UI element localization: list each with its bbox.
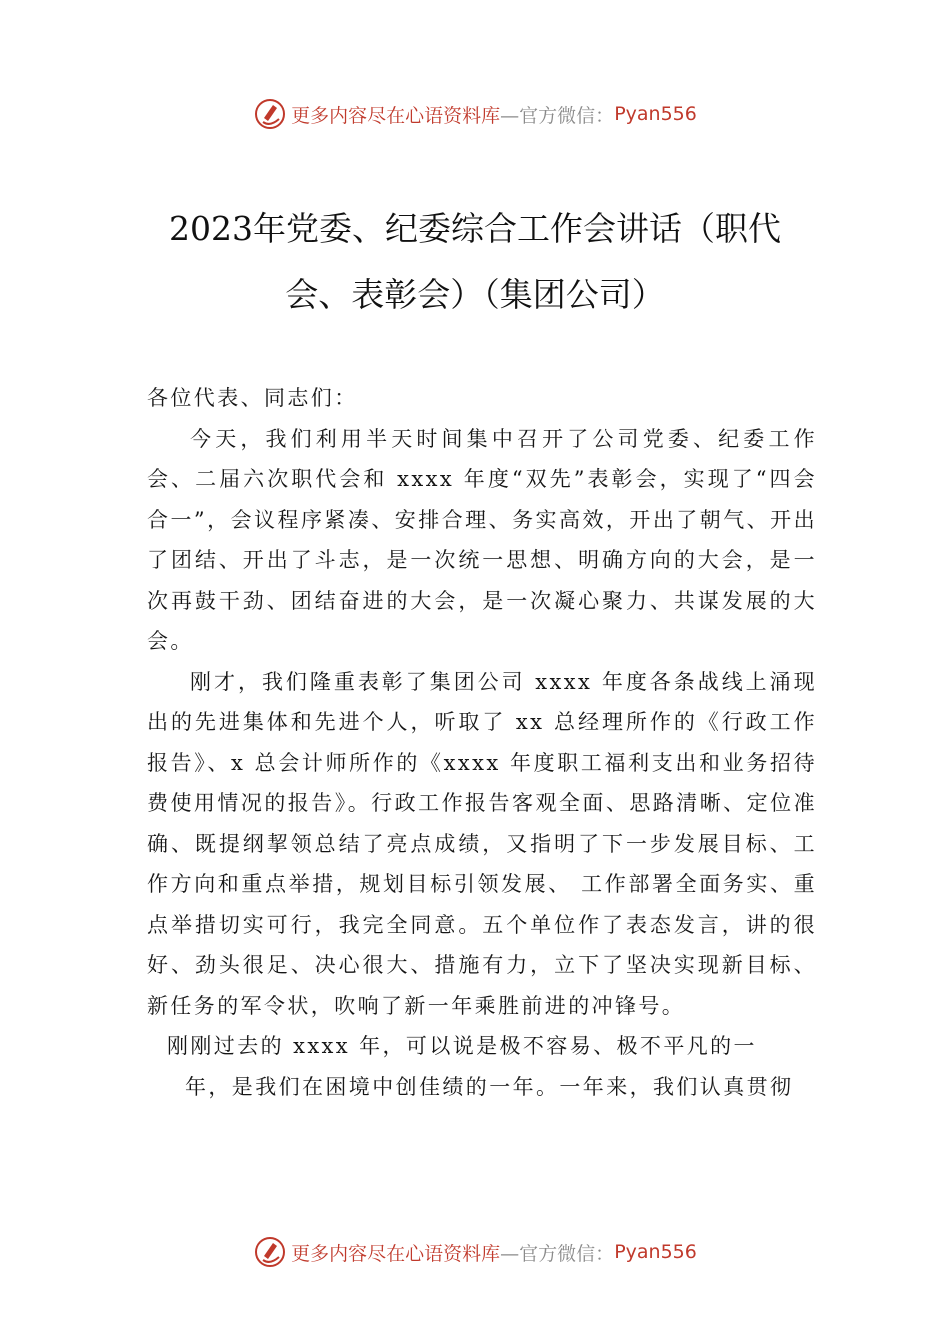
header-banner (0, 94, 950, 134)
title-line-2: 会、表彰会）（集团公司） (285, 275, 665, 314)
banner-text: 更多内容尽在心语资料库 (291, 104, 501, 127)
document-title (120, 196, 830, 328)
paragraph-1: 今天，我们利用半天时间集中召开了公司党委、纪委工作会、二届六次职代会和 xxxx 年度“双先”表彰会，实现了“四会合一”，会议程序紧凑、安排合理、务实高效，开出了朝气、开出了团结、开出了斗志，是一次统一思想、明确方向的大会，是一次再鼓干劲、团结奋进的大会，是一次凝心聚力、共谋发展的大会。 (147, 426, 817, 653)
paragraph-3 (147, 1026, 817, 1107)
salutation: 各位代表、同志们： (147, 386, 358, 410)
pen-heart-logo-icon (253, 97, 287, 131)
title-line-1: 2023年党委、纪委综合工作会讲话（职代 (169, 209, 781, 248)
paragraph-3-line-1: 刚刚过去的 xxxx 年，可以说是极不容易、极不平凡的一 (167, 1034, 757, 1058)
footer-banner (0, 1232, 950, 1272)
banner-wechat-id: Pyan556 (614, 1241, 697, 1263)
banner-text: 更多内容尽在心语资料库 (291, 1242, 501, 1265)
banner-dash-text: —官方微信： (500, 104, 615, 127)
banner-dash-text: —官方微信： (500, 1242, 615, 1265)
banner-wechat-id: Pyan556 (614, 103, 697, 125)
paragraph-3-line-2: 年，是我们在困境中创佳绩的一年。一年来，我们认真贯彻 (185, 1074, 794, 1099)
document-body (147, 378, 817, 1107)
pen-heart-logo-icon (253, 1235, 287, 1269)
paragraph-2: 刚才，我们隆重表彰了集团公司 xxxx 年度各条战线上涌现出的先进集体和先进个人，听取了 xx 总经理所作的《行政工作报告》、x 总会计师所作的《xxxx 年度职工福利支出和业务招待费使用情况的报告》。行政工作报告客观全面、思路清晰、定位准确、既提纲挈领总结了亮点成绩，又指明了下一步发展目标、工作方向和重点举措，规划目标引领发展、 工作部署全面务实、重点举措切实可行，我完全同意。五个单位作了表态发言，讲的很好、劲头很足、决心很大、措施有力，立下了坚决实现新目标、新任务的军令状，吹响了新一年乘胜前进的冲锋号。 (147, 669, 817, 1018)
